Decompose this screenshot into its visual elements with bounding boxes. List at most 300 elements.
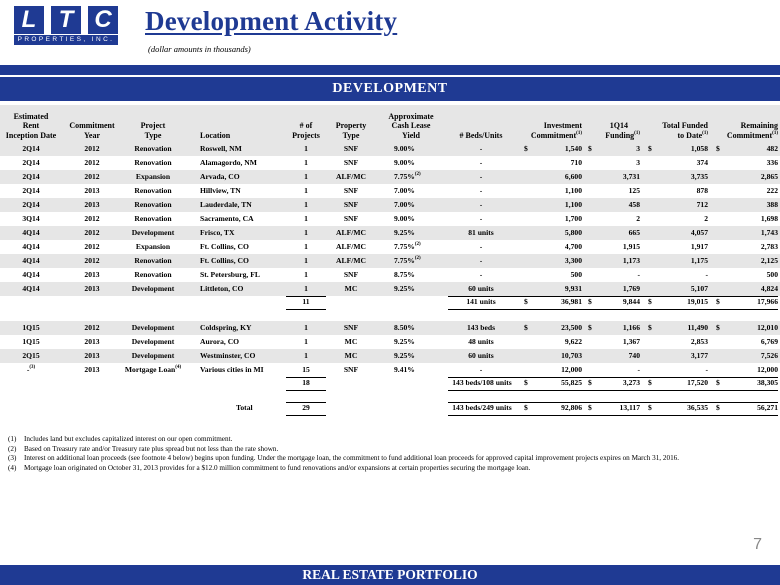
cell-projects bbox=[286, 240, 326, 254]
cell-text: Mortgage Loan bbox=[124, 365, 176, 374]
col-header-projects bbox=[284, 121, 328, 140]
cell-text: 9,931 bbox=[564, 284, 582, 293]
cell-ptype bbox=[118, 282, 188, 296]
cell-text: Renovation bbox=[134, 144, 172, 153]
cell-text: 60 units bbox=[468, 351, 494, 360]
cell-text: ALF/MC bbox=[336, 228, 366, 237]
cell-beds bbox=[448, 170, 514, 184]
cell-text: Renovation bbox=[134, 158, 172, 167]
cell-fund bbox=[594, 156, 640, 170]
cell-year bbox=[64, 170, 120, 184]
cell-fund-cur bbox=[588, 142, 592, 156]
cell-text: 2,853 bbox=[690, 337, 708, 346]
cell-text: 1 bbox=[304, 144, 308, 153]
cell-text: 2013 bbox=[84, 284, 100, 293]
cell-text: 3Q14 bbox=[22, 214, 40, 223]
cell-text: Renovation bbox=[134, 200, 172, 209]
cell-text: 1,700 bbox=[564, 214, 582, 223]
cell-beds bbox=[448, 142, 514, 156]
cell-text: 710 bbox=[570, 158, 582, 167]
cell-ptype bbox=[118, 198, 188, 212]
footnote bbox=[8, 454, 708, 464]
cell-prop bbox=[328, 212, 374, 226]
cell-projects bbox=[286, 321, 326, 335]
cell-text: 1 bbox=[304, 186, 308, 195]
cell-fund bbox=[594, 254, 640, 268]
footnote-ref: (2) bbox=[414, 256, 421, 261]
table-group-1 bbox=[0, 142, 780, 296]
cell-fund bbox=[594, 282, 640, 296]
cell-text: $ bbox=[524, 144, 528, 153]
cell-text: Alamagordo, NM bbox=[200, 158, 257, 167]
cell-text: 2012 bbox=[84, 144, 100, 153]
logo-letter-t: T bbox=[51, 6, 81, 34]
cell-beds bbox=[448, 349, 514, 363]
cell-text: 3 bbox=[636, 158, 640, 167]
cell-prop bbox=[328, 335, 374, 349]
cell-year bbox=[64, 268, 120, 282]
cell-text: 1,743 bbox=[760, 228, 778, 237]
page-subtitle: (dollar amounts in thousands) bbox=[148, 44, 251, 54]
total-beds: 143 beds/249 units bbox=[452, 403, 512, 412]
total-funding: 13,117 bbox=[619, 403, 640, 412]
footnote bbox=[8, 445, 708, 455]
cell-text: SNF bbox=[343, 186, 359, 195]
cell-prop bbox=[328, 282, 374, 296]
total-investment: 92,806 bbox=[561, 403, 582, 412]
cell-text: 7.00% bbox=[394, 200, 415, 209]
cell-yield bbox=[394, 321, 415, 335]
col-header-line: Approximate bbox=[388, 111, 434, 121]
cell-text: ALF/MC bbox=[336, 242, 366, 251]
subtotal-row-1 bbox=[0, 296, 780, 309]
cell-text: SNF bbox=[343, 200, 359, 209]
cell-inv bbox=[530, 321, 582, 335]
cell-text: $ bbox=[716, 323, 720, 332]
cell-text: Development bbox=[131, 351, 175, 360]
cell-location bbox=[200, 254, 249, 268]
col-header-line: # of bbox=[299, 121, 313, 130]
cell-text: 2013 bbox=[84, 200, 100, 209]
cell-tot bbox=[654, 254, 708, 268]
cell-text: 1 bbox=[304, 214, 308, 223]
cell-text: 2013 bbox=[84, 186, 100, 195]
cell-text: 222 bbox=[766, 186, 778, 195]
cell-text: 1,175 bbox=[690, 256, 708, 265]
col-header-text: to Date bbox=[677, 130, 703, 140]
cell-beds bbox=[448, 321, 514, 335]
cell-text: 9.00% bbox=[394, 144, 415, 153]
cell-text: - bbox=[479, 200, 483, 209]
col-header-funding bbox=[584, 121, 640, 140]
subtotal-total-funded: 17,520 bbox=[687, 378, 708, 387]
cell-text: 3,177 bbox=[690, 351, 708, 360]
col-header-line: Project bbox=[140, 121, 166, 130]
cell-text: Renovation bbox=[134, 256, 172, 265]
cell-yield bbox=[394, 335, 415, 349]
cell-tot-cur bbox=[648, 142, 652, 156]
col-header-yield bbox=[378, 112, 444, 141]
cell-projects bbox=[286, 335, 326, 349]
cell-inv bbox=[530, 363, 582, 377]
subtotal-investment: 55,825 bbox=[561, 378, 582, 387]
col-header-line: 1Q14 bbox=[609, 121, 628, 130]
cell-text: - bbox=[479, 186, 483, 195]
cell-text: Expansion bbox=[135, 172, 171, 181]
cell-beds bbox=[448, 268, 514, 282]
cell-text: 2012 bbox=[84, 323, 100, 332]
cell-text: 2013 bbox=[84, 270, 100, 279]
cell-text: 2013 bbox=[84, 337, 100, 346]
cell-text: 712 bbox=[696, 200, 708, 209]
footnote-ref: (2) bbox=[414, 172, 421, 177]
cell-text: 11,490 bbox=[687, 323, 708, 332]
cell-fund bbox=[594, 170, 640, 184]
cell-rem bbox=[722, 184, 778, 198]
col-header-line: Projects bbox=[292, 130, 320, 140]
cell-year bbox=[64, 198, 120, 212]
cell-ptype bbox=[118, 240, 188, 254]
footnote-number: (1) bbox=[8, 435, 17, 443]
footnote-ref: (2) bbox=[414, 242, 421, 247]
cell-tot bbox=[654, 226, 708, 240]
cell-text: - bbox=[705, 270, 708, 279]
subtotal-total-funded: 19,015 bbox=[687, 297, 708, 306]
cell-text: $ bbox=[648, 323, 652, 332]
col-header-line: Rent bbox=[22, 121, 40, 130]
subtotal-beds: 141 units bbox=[466, 297, 496, 306]
cell-text: 458 bbox=[628, 200, 640, 209]
footnote-text: Based on Treasury rate and/or Treasury rate plus spread but not less than the rate shown. bbox=[24, 444, 279, 453]
cell-text: Coldspring, KY bbox=[200, 323, 252, 332]
cell-prop bbox=[328, 240, 374, 254]
cell-rem bbox=[722, 321, 778, 335]
cell-text: 5,107 bbox=[690, 284, 708, 293]
cell-text: 4Q14 bbox=[22, 256, 40, 265]
cell-text: 6,769 bbox=[760, 337, 778, 346]
currency-symbol: $ bbox=[588, 403, 592, 412]
logo-wordmark bbox=[14, 6, 118, 34]
cell-text: 4,824 bbox=[760, 284, 778, 293]
cell-text: Renovation bbox=[134, 186, 172, 195]
cell-text: 1 bbox=[304, 172, 308, 181]
cell-text: - bbox=[479, 158, 483, 167]
cell-text: Hillview, TN bbox=[200, 186, 241, 195]
cell-location bbox=[200, 240, 249, 254]
cell-rem-cur bbox=[716, 142, 720, 156]
spacer bbox=[0, 309, 780, 321]
table-row bbox=[0, 198, 780, 212]
cell-ptype bbox=[118, 349, 188, 363]
cell-text: 1,100 bbox=[564, 200, 582, 209]
cell-text: Various cities in MI bbox=[200, 365, 264, 374]
cell-text: 4,700 bbox=[564, 242, 582, 251]
cell-location bbox=[200, 156, 257, 170]
cell-year bbox=[64, 142, 120, 156]
cell-fund bbox=[594, 184, 640, 198]
cell-rem bbox=[722, 142, 778, 156]
cell-fund bbox=[594, 240, 640, 254]
cell-text: 1,915 bbox=[622, 242, 640, 251]
subtotal-beds: 143 beds/108 units bbox=[452, 378, 512, 387]
footnotes bbox=[8, 435, 708, 473]
cell-text: - bbox=[479, 256, 483, 265]
cell-inv-cur bbox=[524, 142, 528, 156]
cell-text: 2Q14 bbox=[22, 158, 40, 167]
cell-yield bbox=[394, 198, 415, 212]
cell-text: 2,865 bbox=[760, 172, 778, 181]
col-header-investment bbox=[520, 121, 582, 140]
footnote-text: Includes land but excludes capitalized interest on our open commitment. bbox=[24, 435, 233, 443]
cell-text: Aurora, CO bbox=[200, 337, 240, 346]
table-row bbox=[0, 254, 780, 268]
col-header-text: Commitment bbox=[726, 130, 773, 140]
cell-text: Development bbox=[131, 337, 175, 346]
cell-text: $ bbox=[588, 323, 592, 332]
cell-ptype bbox=[118, 184, 188, 198]
cell-prop bbox=[328, 268, 374, 282]
footnote-ref: (3) bbox=[29, 365, 36, 370]
footer-bar bbox=[0, 565, 780, 585]
col-header-line: Commitment bbox=[69, 121, 115, 130]
cell-text: 1Q15 bbox=[22, 337, 40, 346]
cell-inv bbox=[530, 349, 582, 363]
cell-text: 125 bbox=[628, 186, 640, 195]
subtotal-projects: 18 bbox=[302, 378, 310, 387]
table-row bbox=[0, 170, 780, 184]
cell-text: SNF bbox=[343, 214, 359, 223]
col-header-text: Funding bbox=[605, 130, 635, 140]
cell-text: Renovation bbox=[134, 270, 172, 279]
cell-text: 7.00% bbox=[394, 186, 415, 195]
cell-year bbox=[64, 363, 120, 377]
cell-text: 12,000 bbox=[757, 365, 778, 374]
cell-inception bbox=[2, 240, 60, 254]
cell-text: 2012 bbox=[84, 228, 100, 237]
cell-rem bbox=[722, 349, 778, 363]
cell-yield bbox=[394, 240, 421, 254]
table-row bbox=[0, 335, 780, 349]
cell-rem bbox=[722, 240, 778, 254]
currency-symbol: $ bbox=[524, 297, 528, 306]
cell-fund bbox=[594, 335, 640, 349]
cell-text: SNF bbox=[343, 158, 359, 167]
cell-yield bbox=[394, 254, 421, 268]
footnote-text: Interest on additional loan proceeds (see footnote 4 below) begins upon funding. Under the mortgage loan, the commitment to fund additional loan proceeds for approved capital improvement projects expires on March 31, 2016. bbox=[24, 454, 680, 462]
cell-text: 2,783 bbox=[760, 242, 778, 251]
cell-text: 2012 bbox=[84, 214, 100, 223]
cell-text: $ bbox=[524, 323, 528, 332]
cell-projects bbox=[286, 282, 326, 296]
cell-prop bbox=[328, 321, 374, 335]
cell-text: 3 bbox=[636, 144, 640, 153]
cell-inv bbox=[530, 268, 582, 282]
cell-tot bbox=[654, 184, 708, 198]
cell-text: 81 units bbox=[468, 228, 494, 237]
cell-text: 143 beds bbox=[466, 323, 496, 332]
cell-yield bbox=[394, 170, 421, 184]
footnote-text: Mortgage loan originated on October 31, 2013 provides for a $12.0 million commitment to fund renovations and/or expansions at certain properties securing the mortgage loan. bbox=[24, 463, 531, 472]
cell-inception bbox=[2, 321, 60, 335]
cell-inception bbox=[2, 335, 60, 349]
cell-text: 4Q14 bbox=[22, 270, 40, 279]
col-header-line: Year bbox=[84, 130, 100, 140]
cell-rem bbox=[722, 212, 778, 226]
cell-text: Lauderdale, TN bbox=[200, 200, 252, 209]
cell-projects bbox=[286, 268, 326, 282]
cell-text: 1 bbox=[304, 351, 308, 360]
cell-projects bbox=[286, 170, 326, 184]
cell-text: 3,731 bbox=[622, 172, 640, 181]
cell-inception bbox=[2, 363, 60, 377]
cell-tot bbox=[654, 282, 708, 296]
col-header-remaining bbox=[710, 121, 778, 140]
cell-beds bbox=[448, 363, 514, 377]
cell-inv bbox=[530, 142, 582, 156]
development-table bbox=[0, 105, 780, 415]
footnote-ref: (1) bbox=[702, 130, 708, 136]
cell-beds bbox=[448, 212, 514, 226]
col-header-text: Commitment bbox=[530, 130, 577, 140]
cell-beds bbox=[448, 226, 514, 240]
cell-inception bbox=[2, 212, 60, 226]
cell-text: 2013 bbox=[84, 351, 100, 360]
cell-text: 2012 bbox=[84, 172, 100, 181]
cell-text: 7.75% bbox=[394, 242, 415, 251]
cell-text: 482 bbox=[766, 144, 778, 153]
cell-text: 9.41% bbox=[394, 365, 415, 374]
cell-text: 48 units bbox=[468, 337, 494, 346]
cell-fund bbox=[594, 349, 640, 363]
cell-beds bbox=[448, 282, 514, 296]
cell-text: 1 bbox=[304, 242, 308, 251]
cell-ptype bbox=[118, 268, 188, 282]
cell-fund bbox=[594, 198, 640, 212]
cell-year bbox=[64, 321, 120, 335]
cell-prop bbox=[328, 170, 374, 184]
cell-tot bbox=[654, 212, 708, 226]
col-header-line: Inception Date bbox=[5, 130, 57, 140]
header-divider-bar bbox=[0, 65, 780, 75]
cell-fund bbox=[594, 142, 640, 156]
cell-year bbox=[64, 226, 120, 240]
cell-rem bbox=[722, 226, 778, 240]
subtotal-funding: 9,844 bbox=[622, 297, 640, 306]
cell-inception bbox=[2, 156, 60, 170]
table-row bbox=[0, 142, 780, 156]
cell-year bbox=[64, 240, 120, 254]
col-header-line: Remaining bbox=[740, 121, 778, 130]
cell-inception bbox=[2, 268, 60, 282]
cell-text: - bbox=[479, 144, 483, 153]
cell-text: 1,100 bbox=[564, 186, 582, 195]
cell-prop bbox=[328, 349, 374, 363]
cell-text: 2012 bbox=[84, 256, 100, 265]
cell-text: 1 bbox=[304, 158, 308, 167]
cell-projects bbox=[286, 363, 326, 377]
cell-text: ALF/MC bbox=[336, 256, 366, 265]
cell-text: 4Q14 bbox=[22, 284, 40, 293]
cell-text: 9.00% bbox=[394, 158, 415, 167]
cell-tot bbox=[654, 240, 708, 254]
subtotal-funding: 3,273 bbox=[622, 378, 640, 387]
cell-location bbox=[200, 142, 242, 156]
cell-text: 6,600 bbox=[564, 172, 582, 181]
cell-location bbox=[200, 335, 239, 349]
col-header-line: Estimated bbox=[13, 111, 49, 121]
cell-text: 7.75% bbox=[394, 172, 415, 181]
col-header-beds-units bbox=[448, 131, 514, 141]
cell-text: 2013 bbox=[84, 365, 100, 374]
cell-projects bbox=[286, 212, 326, 226]
cell-text: Arvada, CO bbox=[200, 172, 240, 181]
table-row bbox=[0, 282, 780, 296]
cell-prop bbox=[328, 226, 374, 240]
cell-text: - bbox=[26, 365, 30, 374]
cell-location bbox=[200, 282, 243, 296]
cell-inv bbox=[530, 156, 582, 170]
cell-text: Westminster, CO bbox=[200, 351, 256, 360]
cell-text: MC bbox=[344, 337, 358, 346]
cell-text: - bbox=[479, 365, 483, 374]
cell-text: $ bbox=[716, 144, 720, 153]
cell-text: 2,125 bbox=[760, 256, 778, 265]
cell-yield bbox=[394, 363, 415, 377]
cell-text: 12,010 bbox=[757, 323, 778, 332]
footnote-number: (4) bbox=[8, 463, 17, 472]
col-header-location bbox=[200, 131, 260, 141]
currency-symbol: $ bbox=[648, 403, 652, 412]
cell-tot bbox=[654, 268, 708, 282]
total-row bbox=[0, 402, 780, 415]
cell-year bbox=[64, 254, 120, 268]
cell-projects bbox=[286, 198, 326, 212]
footnote-number: (3) bbox=[8, 454, 17, 462]
footnote-ref: (1) bbox=[576, 130, 582, 136]
footnote-number: (2) bbox=[8, 444, 17, 453]
cell-text: 740 bbox=[628, 351, 640, 360]
cell-text: 1 bbox=[304, 323, 308, 332]
cell-rem bbox=[722, 335, 778, 349]
currency-symbol: $ bbox=[716, 403, 720, 412]
table-row bbox=[0, 363, 780, 377]
cell-beds bbox=[448, 240, 514, 254]
cell-text: 1 bbox=[304, 256, 308, 265]
cell-ptype bbox=[118, 170, 188, 184]
cell-inception bbox=[2, 349, 60, 363]
cell-text: Ft. Collins, CO bbox=[200, 242, 249, 251]
cell-inv bbox=[530, 170, 582, 184]
cell-text: - bbox=[479, 214, 483, 223]
cell-rem bbox=[722, 268, 778, 282]
cell-text: MC bbox=[344, 351, 358, 360]
cell-text: ALF/MC bbox=[336, 172, 366, 181]
table-row bbox=[0, 349, 780, 363]
cell-location bbox=[200, 363, 264, 377]
cell-tot bbox=[654, 198, 708, 212]
cell-text: - bbox=[637, 365, 640, 374]
page-number: 7 bbox=[753, 536, 762, 553]
cell-ptype bbox=[118, 254, 188, 268]
cell-yield bbox=[394, 212, 415, 226]
cell-fund bbox=[594, 321, 640, 335]
cell-location bbox=[200, 212, 254, 226]
cell-text: Roswell, NM bbox=[200, 144, 242, 153]
cell-text: Littleton, CO bbox=[200, 284, 244, 293]
col-header-line: Yield bbox=[402, 130, 420, 140]
cell-inception bbox=[2, 282, 60, 296]
cell-text: 3,300 bbox=[564, 256, 582, 265]
